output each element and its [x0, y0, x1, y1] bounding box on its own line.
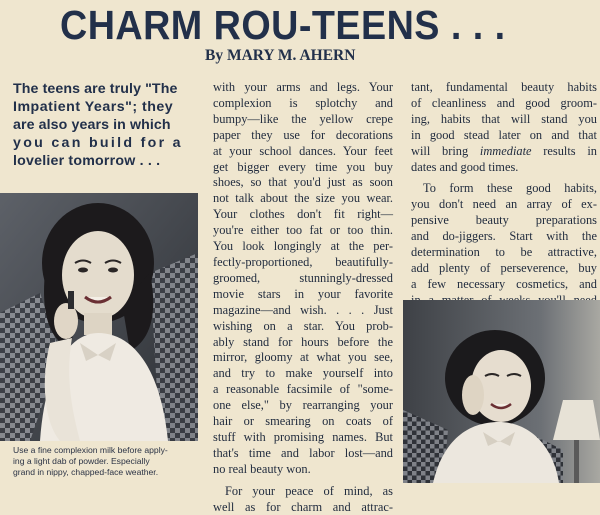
body-line: well as for charm and attrac- [213, 499, 393, 514]
body-line: paper they use for decorations [213, 127, 393, 142]
body-line: one else," by rearranging your [213, 398, 393, 413]
body-line: in good stead later on and that [411, 127, 597, 142]
body-line: groomed, stunningly-dressed [213, 270, 393, 285]
body-line: Your clothes don't fit right— [213, 207, 393, 222]
body-line: with your arms and legs. Your [213, 80, 393, 94]
article-byline: By MARY M. AHERN [205, 47, 356, 64]
body-line: hair or smearing on coats of [213, 414, 393, 429]
body-line: bumpy—like the yellow crepe [213, 111, 393, 126]
body-line: add plenty of perseverence, buy [411, 260, 597, 275]
body-line: wishing on a star. You prob- [213, 318, 393, 333]
body-line: complexion is splotchy and [213, 95, 393, 110]
intro-line: are also years in which [13, 117, 171, 133]
body-line: dates and good times. [411, 159, 519, 174]
intro-line: lovelier tomorrow . . . [13, 153, 161, 169]
body-line: For your peace of mind, as [225, 483, 393, 498]
body-line: not talk about the size you wear. [213, 191, 393, 206]
body-line: at your school dances. Your feet [213, 143, 393, 158]
intro-line: The teens are truly "The [13, 81, 178, 97]
article-headline: CHARM ROU-TEENS . . . [60, 2, 506, 48]
photo-girl-patting-face [403, 300, 600, 483]
body-line: ing, habits that will stand you [411, 111, 597, 126]
body-line: tant, fundamental beauty habits [411, 80, 597, 94]
intro-blurb [13, 80, 196, 170]
photo-illustration [0, 193, 198, 441]
intro-line: you can build for a [13, 135, 183, 151]
article-column-middle [213, 80, 393, 515]
caption-line: grand in nippy, chapped-face weather. [13, 467, 159, 477]
body-text: results in [543, 143, 597, 158]
body-line: stuff with promising names. But [213, 429, 393, 444]
body-line: ably stand for hours before the [213, 334, 393, 349]
body-line: you don't need an array of ex- [411, 197, 597, 212]
photo-illustration [403, 300, 600, 483]
body-line: a reasonable facsimile of "some- [213, 382, 393, 397]
body-line: get bigger every time you buy [213, 159, 393, 174]
emphasis-text: immediate [479, 143, 532, 158]
body-line: fectly-proportioned, beautifully- [213, 254, 393, 269]
body-line: no real beauty won. [213, 461, 311, 476]
caption-line: Use a fine complexion milk before apply- [13, 445, 168, 455]
intro-line: Impatient Years"; they [13, 99, 174, 115]
body-line: pensive beauty preparations [411, 213, 597, 228]
photo-girl-applying-lipstick [0, 193, 198, 441]
body-line: movie stars in your favorite [213, 286, 393, 301]
body-line: and do-jiggers. Start with the [411, 229, 597, 244]
body-text: will bring [411, 143, 469, 158]
body-line: You look longingly at the per- [213, 239, 393, 254]
body-line: you're either too fat or too thin. [213, 223, 393, 238]
photo-caption [13, 445, 198, 478]
caption-line: ing a light dab of powder. Especially [13, 456, 150, 466]
body-line: a few necessary cosmetics, and [411, 276, 597, 291]
body-line: shoes, so that you'd just as soon [213, 175, 393, 190]
body-line-mixed [411, 144, 597, 160]
body-line: To form these good habits, [423, 181, 597, 196]
article-column-right [411, 80, 597, 309]
body-line: of cleanliness and good groom- [411, 95, 597, 110]
body-line: and try to make yourself into [213, 366, 393, 381]
body-line: that's time and labor lost—and [213, 445, 393, 460]
body-line: mirror, gloomy at what you see, [213, 350, 393, 365]
body-line: determination to be attractive, [411, 245, 597, 260]
body-line: magazine—and wish. . . . Just [213, 302, 393, 317]
